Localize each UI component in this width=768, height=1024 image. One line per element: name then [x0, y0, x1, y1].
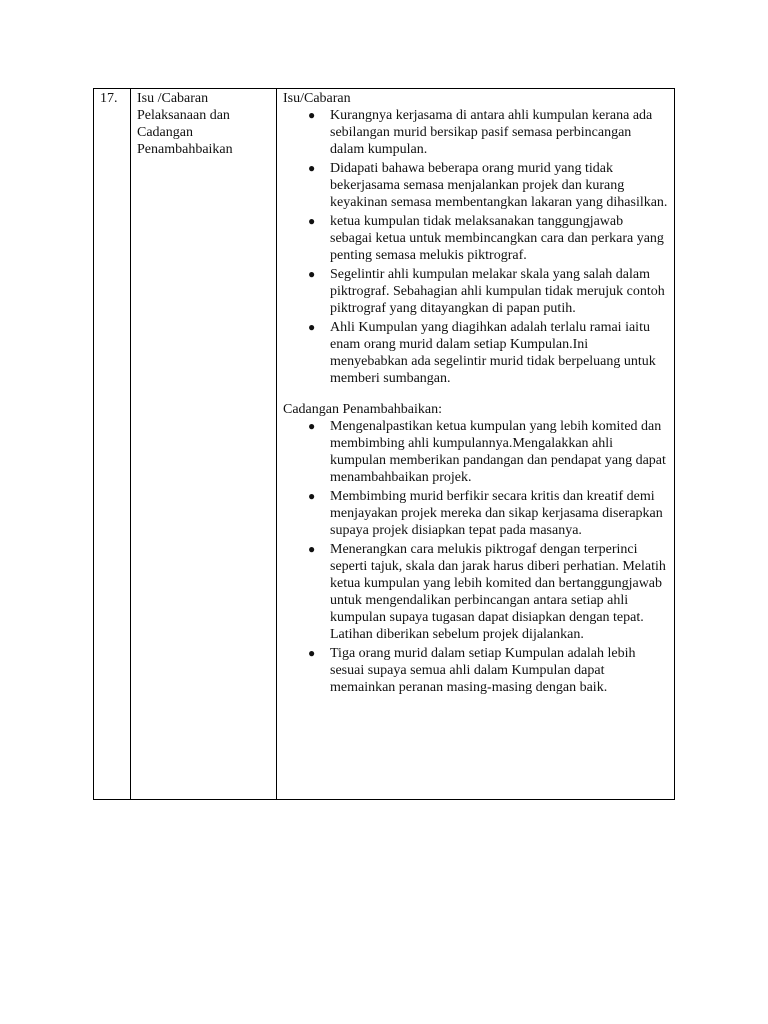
bullet-icon: ●: [308, 489, 316, 503]
issue-item: [283, 107, 670, 158]
row-label-line: Penambahbaikan: [137, 142, 233, 157]
suggestion-text: Tiga orang murid dalam setiap Kumpulan adalah lebih sesuai supaya semua ahli dalam Kumpulan dapat memainkan peranan masing-masing dengan baik.: [330, 646, 636, 695]
suggestion-text: Mengenalpastikan ketua kumpulan yang lebih komited dan membimbing ahli kumpulannya.Mengalakkan ahli kumpulan memberikan pandangan dan pendapat yang dapat menambahbaikan projek.: [330, 419, 666, 485]
suggestion-item: [283, 488, 670, 539]
bullet-icon: ●: [308, 161, 316, 175]
bullet-icon: ●: [308, 267, 316, 281]
bullet-icon: ●: [308, 214, 316, 228]
bullet-icon: ●: [308, 108, 316, 122]
row-number: 17.: [100, 91, 118, 106]
suggestion-item: [283, 645, 670, 696]
issue-text: Didapati bahawa beberapa orang murid yang tidak bekerjasama semasa menjalankan projek dan kurang keyakinan semasa membentangkan lakaran yang dihasilkan.: [330, 161, 668, 210]
issue-text: Ahli Kumpulan yang diagihkan adalah terlalu ramai iaitu enam orang murid dalam setiap Kumpulan.Ini menyebabkan ada segelintir murid tidak berpeluang untuk memberi sumbangan.: [330, 320, 656, 386]
row-number-cell: [94, 89, 131, 799]
issue-item: [283, 160, 670, 211]
reflection-table: [93, 88, 675, 800]
bullet-icon: ●: [308, 320, 316, 334]
bullet-icon: ●: [308, 646, 316, 660]
issues-heading: Isu/Cabaran: [283, 91, 351, 106]
row-label-line: Cadangan: [137, 125, 193, 140]
bullet-icon: ●: [308, 419, 316, 433]
issue-item: [283, 266, 670, 317]
suggestions-heading: Cadangan Penambahbaikan:: [283, 402, 443, 417]
issue-item: [283, 213, 670, 264]
suggestion-text: Menerangkan cara melukis piktrogaf dengan terperinci seperti tajuk, skala dan jarak harus diberi perhatian. Melatih ketua kumpulan yang lebih komited dan bertanggungjawab untuk mengendalikan perbincangan antara setiap ahli kumpulan supaya tugasan dapat disiapkan dengan tepat. Latihan diberikan sebelum projek dijalankan.: [330, 542, 666, 642]
suggestion-item: [283, 418, 670, 486]
issue-item: [283, 319, 670, 387]
suggestion-text: Membimbing murid berfikir secara kritis dan kreatif demi menjayakan projek mereka dan sikap kerjasama diserapkan supaya projek disiapkan tepat pada masanya.: [330, 489, 663, 538]
row-label-cell: [131, 89, 277, 799]
section-spacer: [283, 389, 670, 399]
issue-text: Segelintir ahli kumpulan melakar skala yang salah dalam piktrograf. Sebahagian ahli kumpulan tidak merujuk contoh piktrograf yang ditayangkan di papan putih.: [330, 267, 665, 316]
issue-text: ketua kumpulan tidak melaksanakan tanggungjawab sebagai ketua untuk membincangkan cara dan perkara yang penting semasa melukis piktrograf.: [330, 214, 664, 263]
row-label-line: Pelaksanaan dan: [137, 108, 230, 123]
suggestions-list: [283, 418, 670, 696]
row-label-line: Isu /Cabaran: [137, 91, 209, 106]
issues-list: [283, 107, 670, 387]
bullet-icon: ●: [308, 542, 316, 556]
row-content-cell: [277, 89, 674, 799]
issue-text: Kurangnya kerjasama di antara ahli kumpulan kerana ada sebilangan murid bersikap pasif semasa perbincangan dalam kumpulan.: [330, 108, 653, 157]
suggestion-item: [283, 541, 670, 643]
